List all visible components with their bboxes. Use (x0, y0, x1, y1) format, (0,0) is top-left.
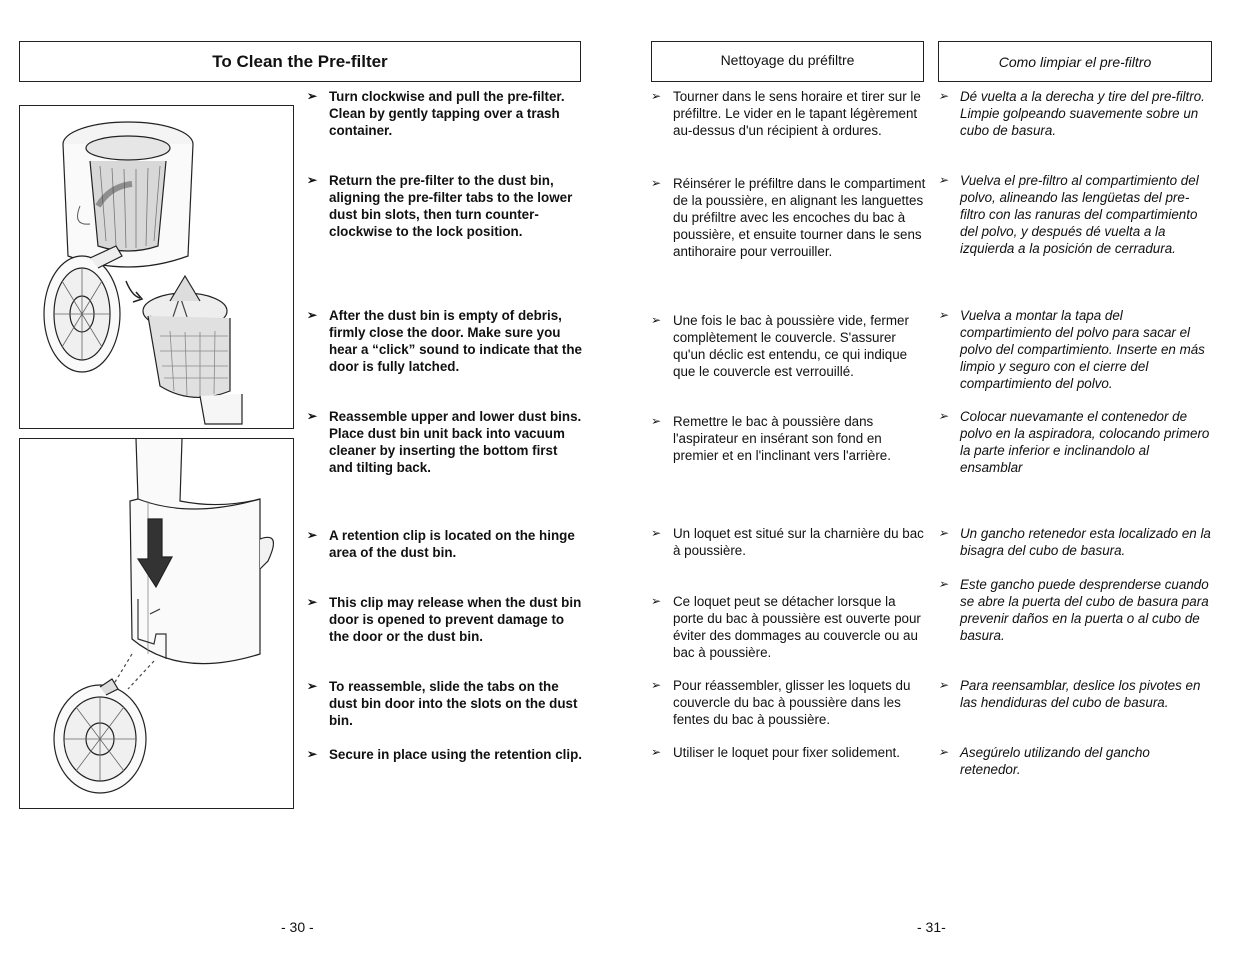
section-title-french-text: Nettoyage du préfiltre (720, 51, 855, 68)
instruction-fr-5 (651, 525, 926, 559)
instruction-text: Turn clockwise and pull the pre-filter. Clean by gently tapping over a trash container. (329, 89, 565, 138)
instruction-text: Un gancho retenedor esta localizado en la bisagra del cubo de basura. (960, 526, 1211, 558)
page-number-right: - 31- (917, 919, 946, 935)
arrow-bullet-icon: ➢ (938, 577, 949, 591)
prefilter-removal-drawing (20, 106, 292, 427)
arrow-bullet-icon: ➢ (307, 89, 318, 103)
instruction-text: Pour réassembler, glisser les loquets du couvercle du bac à poussière dans les fentes du bac à poussière. (673, 678, 911, 727)
instruction-en-2 (307, 172, 582, 240)
instruction-es-3 (938, 307, 1214, 392)
section-title-english-text: To Clean the Pre-filter (212, 51, 388, 71)
instruction-text: Ce loquet peut se détacher lorsque la porte du bac à poussière est ouverte pour éviter des dommages au couvercle ou au bac à poussière. (673, 594, 921, 660)
instruction-fr-7 (651, 677, 926, 728)
instruction-en-3 (307, 307, 582, 375)
arrow-bullet-icon: ➢ (938, 173, 949, 187)
instruction-text: Este gancho puede desprenderse cuando se abre la puerta del cubo de basura para prevenir daños en la puerta o al cubo de basura. (960, 577, 1209, 643)
instruction-es-2 (938, 172, 1214, 257)
instruction-text: Reassemble upper and lower dust bins. Place dust bin unit back into vacuum cleaner by inserting the bottom first and tilting back. (329, 409, 582, 475)
section-title-spanish-text: Como limpiar el pre-filtro (998, 53, 1152, 70)
arrow-bullet-icon: ➢ (938, 526, 949, 540)
arrow-bullet-icon: ➢ (307, 409, 318, 423)
instruction-text: Return the pre-filter to the dust bin, aligning the pre-filter tabs to the lower dust bin slots, then turn counter-clockwise to the lock position. (329, 173, 573, 239)
instruction-en-7 (307, 678, 582, 729)
page-number-left: - 30 - (281, 919, 314, 935)
instruction-text: Vuelva a montar la tapa del compartimiento del polvo para sacar el polvo del compartimiento. Inserte en más limpio y seguro con el cierre del compartimiento del polvo. (960, 308, 1205, 391)
instruction-fr-6 (651, 593, 926, 661)
arrow-bullet-icon: ➢ (307, 595, 318, 609)
arrow-bullet-icon: ➢ (651, 313, 662, 327)
arrow-bullet-icon: ➢ (307, 308, 318, 322)
instruction-text: Asegúrelo utilizando del gancho retenedor. (960, 745, 1150, 777)
instruction-text: Un loquet est situé sur la charnière du bac à poussière. (673, 526, 924, 558)
arrow-bullet-icon: ➢ (938, 409, 949, 423)
instruction-text: Une fois le bac à poussière vide, fermer complètement le couvercle. S'assurer qu'un déclic est entendu, ce qui indique que le couvercle est verrouillé. (673, 313, 909, 379)
instruction-text: Para reensamblar, deslice los pivotes en las hendiduras del cubo de basura. (960, 678, 1201, 710)
instruction-es-7 (938, 677, 1214, 711)
arrow-bullet-icon: ➢ (651, 526, 662, 540)
instruction-text: Secure in place using the retention clip. (329, 747, 582, 762)
instruction-text: This clip may release when the dust bin door is opened to prevent damage to the door or the dust bin. (329, 595, 582, 644)
arrow-bullet-icon: ➢ (307, 173, 318, 187)
arrow-bullet-icon: ➢ (938, 89, 949, 103)
arrow-bullet-icon: ➢ (307, 747, 318, 761)
instruction-text: A retention clip is located on the hinge area of the dust bin. (329, 528, 575, 560)
section-title-spanish (938, 41, 1212, 82)
arrow-bullet-icon: ➢ (651, 678, 662, 692)
arrow-bullet-icon: ➢ (651, 594, 662, 608)
arrow-bullet-icon: ➢ (651, 745, 662, 759)
instruction-en-1 (307, 88, 582, 139)
arrow-bullet-icon: ➢ (651, 176, 662, 190)
instruction-fr-2 (651, 175, 926, 260)
instruction-es-4 (938, 408, 1214, 476)
instruction-fr-4 (651, 413, 926, 464)
section-title-english (19, 41, 581, 82)
instruction-en-6 (307, 594, 582, 645)
arrow-bullet-icon: ➢ (651, 89, 662, 103)
instruction-text: Tourner dans le sens horaire et tirer sur le préfiltre. Le vider en le tapant légèrement au-dessus d'un récipient à ordures. (673, 89, 921, 138)
instruction-fr-8 (651, 744, 926, 761)
dust-bin-door-illustration (19, 438, 294, 809)
instruction-es-6 (938, 576, 1214, 644)
instruction-text: Utiliser le loquet pour fixer solidement. (673, 745, 901, 760)
instruction-text: To reassemble, slide the tabs on the dust bin door into the slots on the dust bin. (329, 679, 578, 728)
arrow-bullet-icon: ➢ (307, 528, 318, 542)
instruction-es-8 (938, 744, 1214, 778)
instruction-es-1 (938, 88, 1214, 139)
arrow-bullet-icon: ➢ (938, 308, 949, 322)
instruction-text: Vuelva el pre-filtro al compartimiento del polvo, alineando las lengüetas del pre-filtro con las ranuras del compartimiento del polvo, y después dé vuelta a la izquierda a la posición de cerradura. (960, 173, 1199, 256)
instruction-text: Remettre le bac à poussière dans l'aspirateur en insérant son fond en premier et en l'inclinant vers l'arrière. (673, 414, 891, 463)
section-title-french (651, 41, 924, 82)
instruction-en-8 (307, 746, 582, 763)
instruction-fr-1 (651, 88, 926, 139)
instruction-en-4 (307, 408, 582, 476)
instruction-en-5 (307, 527, 582, 561)
instruction-es-5 (938, 525, 1214, 559)
prefilter-removal-illustration (19, 105, 294, 429)
arrow-bullet-icon: ➢ (651, 414, 662, 428)
arrow-bullet-icon: ➢ (938, 678, 949, 692)
dust-bin-door-drawing (20, 439, 292, 807)
instruction-text: Réinsérer le préfiltre dans le compartiment de la poussière, en alignant les languettes du préfiltre avec les encoches du bac à poussière, et ensuite tourner dans le sens antihoraire pour verrouiller. (673, 176, 926, 259)
instruction-fr-3 (651, 312, 926, 380)
instruction-text: Colocar nuevamante el contenedor de polvo en la aspiradora, colocando primero la parte inferior e inclinandolo al ensamblar (960, 409, 1210, 475)
arrow-bullet-icon: ➢ (307, 679, 318, 693)
arrow-bullet-icon: ➢ (938, 745, 949, 759)
instruction-text: Dé vuelta a la derecha y tire del pre-filtro. Limpie golpeando suavemente sobre un cubo de basura. (960, 89, 1205, 138)
instruction-text: After the dust bin is empty of debris, firmly close the door. Make sure you hear a “click” sound to indicate that the door is fully latched. (329, 308, 582, 374)
